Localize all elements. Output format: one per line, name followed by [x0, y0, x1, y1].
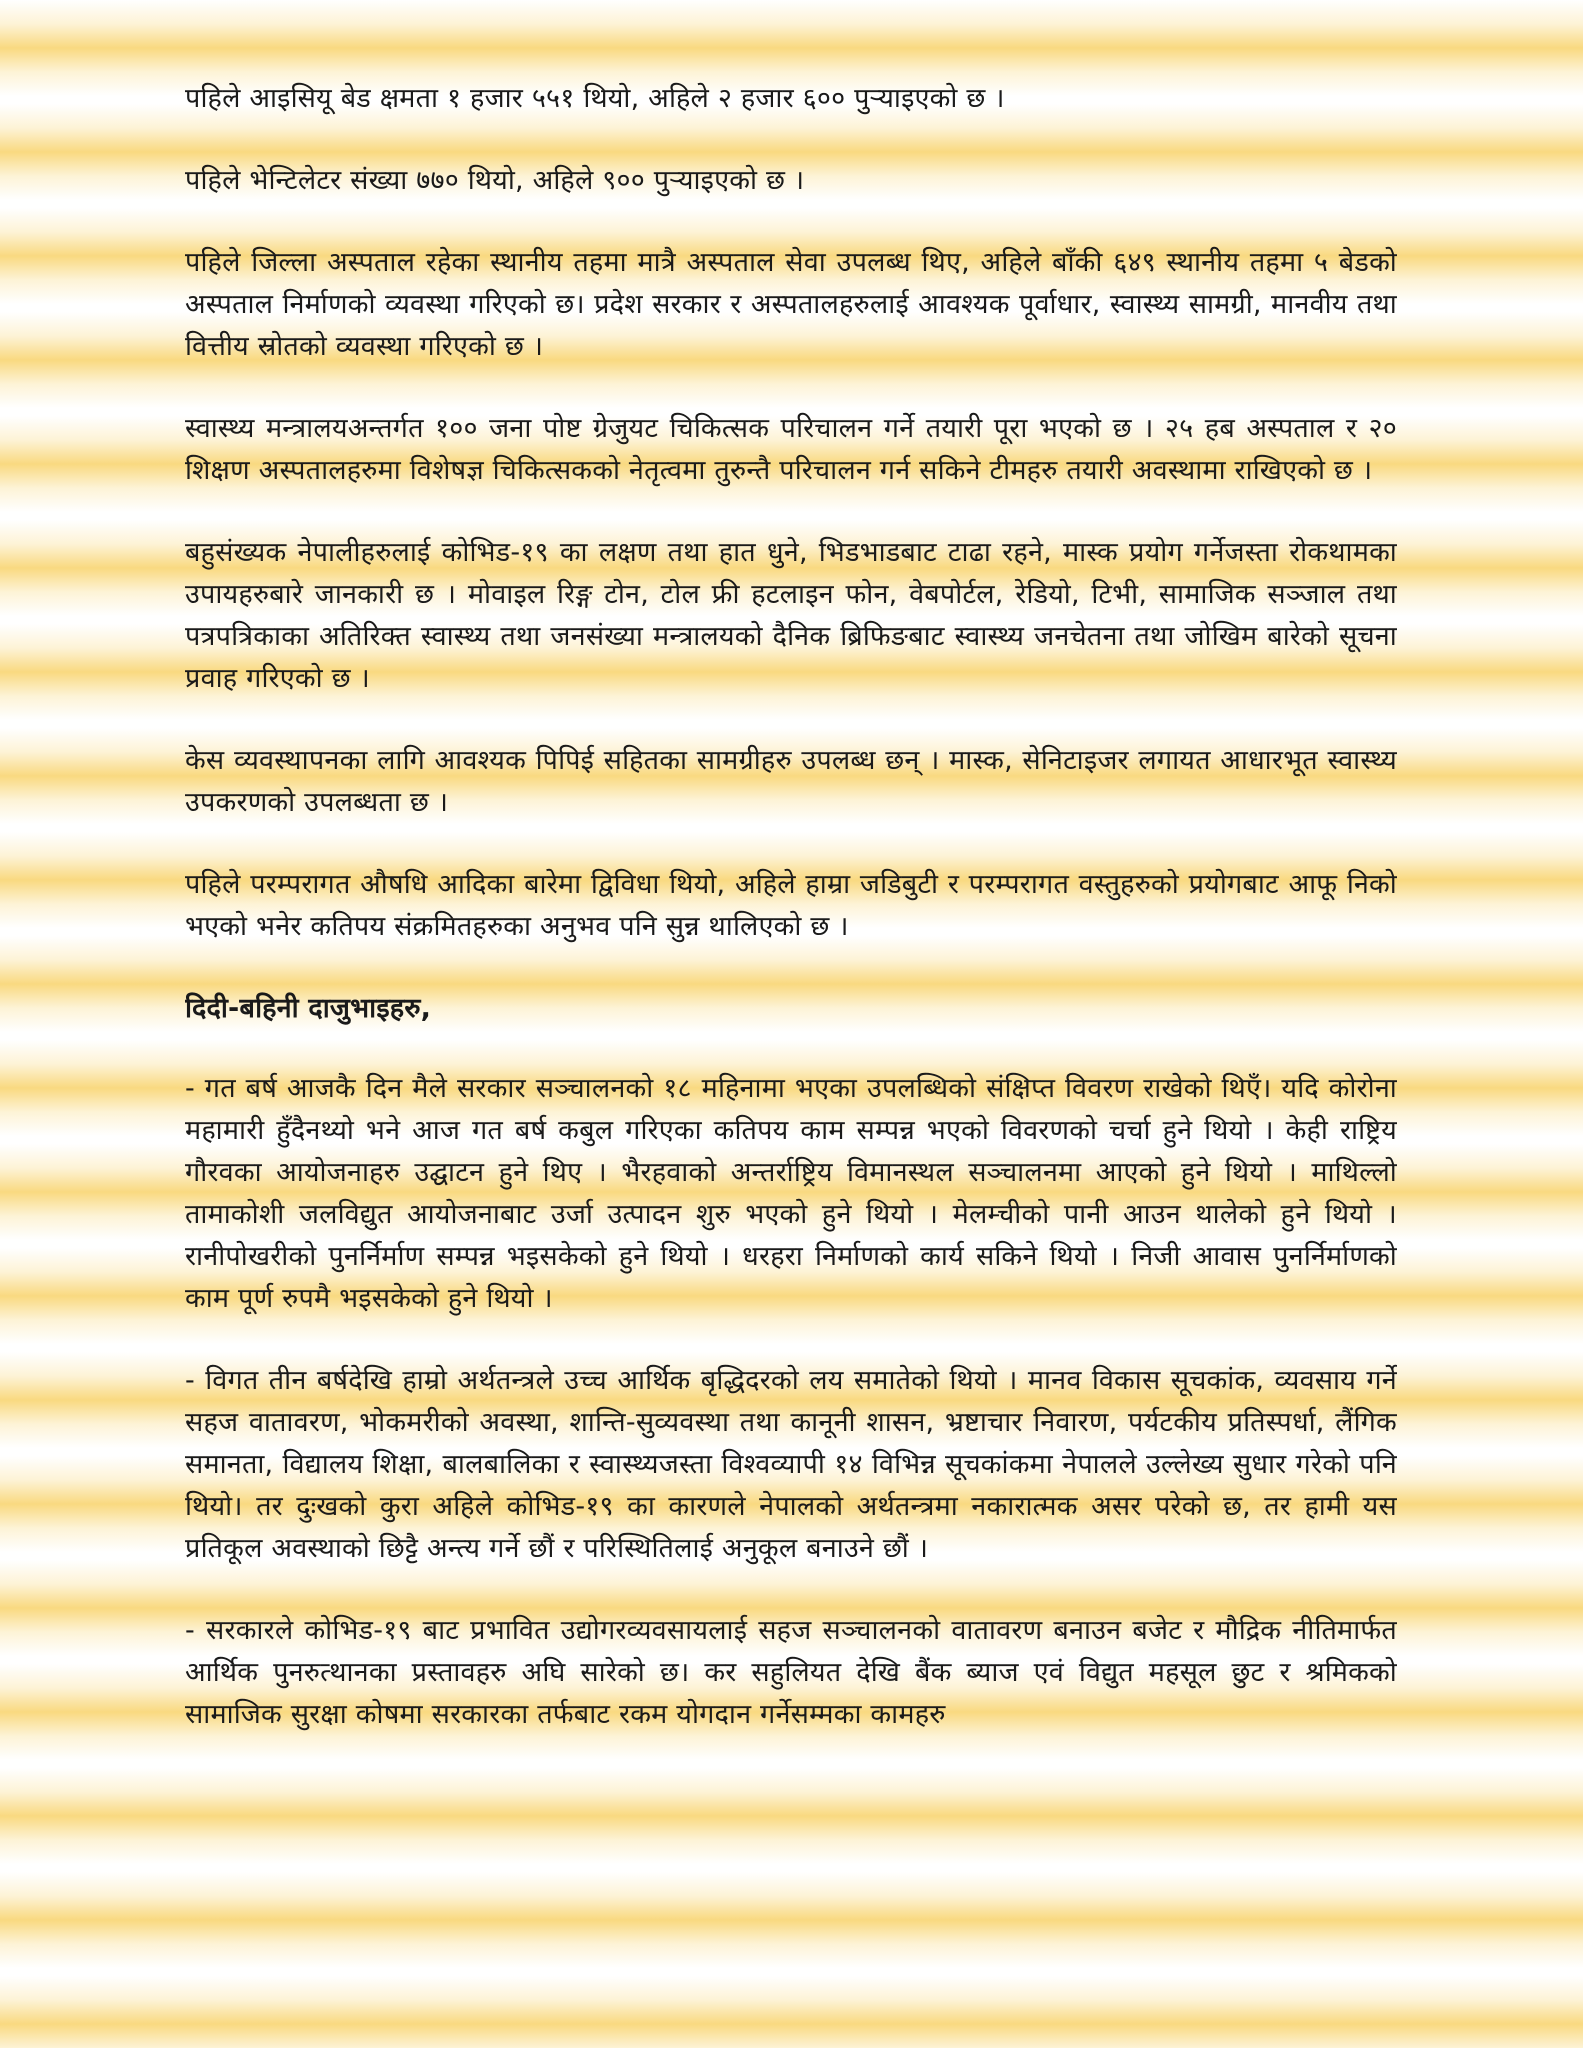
paragraph-health-ministry: स्वास्थ्य मन्त्रालयअन्तर्गत १०० जना पोष्ट ग्रेजुयट चिकित्सक परिचालन गर्ने तयारी पूरा भएको छ । २५ हब अस्पताल र २० शिक्षण अस्पतालहरुमा विशेषज्ञ चिकित्सकको नेतृत्वमा तुरुन्तै परिचालन गर्न सकिने टीमहरु तयारी अवस्थामा राखिएको छ । — [185, 413, 1397, 486]
paragraph-local-hospitals: पहिले जिल्ला अस्पताल रहेका स्थानीय तहमा मात्रै अस्पताल सेवा उपलब्ध थिए, अहिले बाँकी ६४९ स्थानीय तहमा ५ बेडको अस्पताल निर्माणको व्यवस्था गरिएको छ। प्रदेश सरकार र अस्पतालहरुलाई आवश्यक पूर्वाधार, स्वास्थ्य सामग्री, मानवीय तथा वित्तीय स्रोतको व्यवस्था गरिएको छ । — [185, 247, 1397, 362]
paragraph-case-management: केस व्यवस्थापनका लागि आवश्यक पिपिई सहितका सामग्रीहरु उपलब्ध छन् । मास्क, सेनिटाइजर लगायत आधारभूत स्वास्थ्य उपकरणको उपलब्धता छ । — [185, 745, 1397, 818]
paragraph-achievements: - गत बर्ष आजकै दिन मैले सरकार सञ्चालनको १८ महिनामा भएका उपलब्धिको संक्षिप्त विवरण राखेको थिएँ। यदि कोरोना महामारी हुँदैनथ्यो भने आज गत बर्ष कबुल गरिएका कतिपय काम सम्पन्न भएको विवरणको चर्चा हुने थियो । केही राष्ट्रिय गौरवका आयोजनाहरु उद्घाटन हुने थिए । भैरहवाको अन्तर्राष्ट्रिय विमानस्थल सञ्चालनमा आएको हुने थियो । माथिल्लो तामाकोशी जलविद्युत आयोजनाबाट उर्जा उत्पादन शुरु भएको हुने थियो । मेलम्चीको पानी आउन थालेको हुने थियो । रानीपोखरीको पुनर्निर्माण सम्पन्न भइसकेको हुने थियो । धरहरा निर्माणको कार्य सकिने थियो । निजी आवास पुनर्निर्माणको काम पूर्ण रुपमै भइसकेको हुने थियो । — [185, 1073, 1397, 1314]
document-page — [185, 78, 1397, 2018]
paragraph-ventilators: पहिले भेन्टिलेटर संख्या ७७० थियो, अहिले ९०० पुऱ्याइएको छ । — [185, 165, 805, 196]
paragraph-recovery: - सरकारले कोभिड-१९ बाट प्रभावित उद्योगरव्यवसायलाई सहज सञ्चालनको वातावरण बनाउन बजेट र मौद्रिक नीतिमार्फत आर्थिक पुनरुत्थानका प्रस्तावहरु अघि सारेको छ। कर सहुलियत देखि बैंक ब्याज एवं विद्युत महसूल छुट र श्रमिकको सामाजिक सुरक्षा कोषमा सरकारका तर्फबाट रकम योगदान गर्नेसम्मका कामहरु — [185, 1615, 1397, 1730]
section-heading: दिदी-बहिनी दाजुभाइहरु, — [185, 993, 432, 1024]
paragraph-icu-beds: पहिले आइसियू बेड क्षमता १ हजार ५५१ थियो, अहिले २ हजार ६०० पुऱ्याइएको छ । — [185, 83, 1005, 114]
paragraph-traditional-medicine: पहिले परम्परागत औषधि आदिका बारेमा द्विविधा थियो, अहिले हाम्रा जडिबुटी र परम्परागत वस्तुहरुको प्रयोगबाट आफू निको भएको भनेर कतिपय संक्रमितहरुका अनुभव पनि सुन्न थालिएको छ । — [185, 869, 1397, 942]
paragraph-awareness: बहुसंख्यक नेपालीहरुलाई कोभिड-१९ का लक्षण तथा हात धुने, भिडभाडबाट टाढा रहने, मास्क प्रयोग गर्नेजस्ता रोकथामका उपायहरुबारे जानकारी छ । मोवाइल रिङ्ग टोन, टोल फ्री हटलाइन फोन, वेबपोर्टल, रेडियो, टिभी, सामाजिक सञ्जाल तथा पत्रपत्रिकाका अतिरिक्त स्वास्थ्य तथा जनसंख्या मन्त्रालयको दैनिक ब्रिफिङबाट स्वास्थ्य जनचेतना तथा जोखिम बारेको सूचना प्रवाह गरिएको छ । — [185, 537, 1397, 694]
paragraph-economy: - विगत तीन बर्षदेखि हाम्रो अर्थतन्त्रले उच्च आर्थिक बृद्धिदरको लय समातेको थियो । मानव विकास सूचकांक, व्यवसाय गर्ने सहज वातावरण, भोकमरीको अवस्था, शान्ति-सुव्यवस्था तथा कानूनी शासन, भ्रष्टाचार निवारण, पर्यटकीय प्रतिस्पर्धा, लैंगिक समानता, विद्यालय शिक्षा, बालबालिका र स्वास्थ्यजस्ता विश्वव्यापी १४ विभिन्न सूचकांकमा नेपालले उल्लेख्य सुधार गरेको पनि थियो। तर दुःखको कुरा अहिले कोभिड-१९ का कारणले नेपालको अर्थतन्त्रमा नकारात्मक असर परेको छ, तर हामी यस प्रतिकूल अवस्थाको छिट्टै अन्त्य गर्ने छौं र परिस्थितिलाई अनुकूल बनाउने छौं । — [185, 1365, 1397, 1564]
